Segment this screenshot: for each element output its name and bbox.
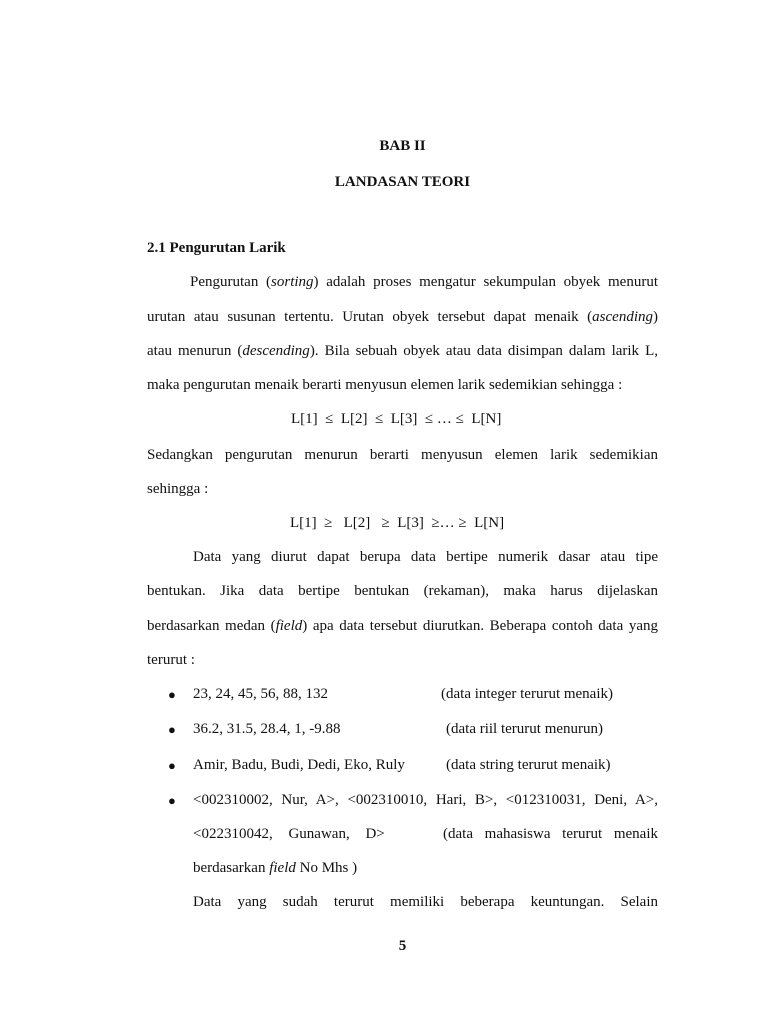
bullet-icon: ● bbox=[168, 687, 176, 702]
list-item-value: <002310002, Nur, A>, <002310010, Hari, B>, <012310031, Deni, A>, bbox=[193, 792, 658, 808]
paragraph-line: terurut : bbox=[147, 652, 195, 668]
bullet-icon: ● bbox=[168, 722, 176, 737]
chapter-number: BAB II bbox=[379, 138, 426, 154]
list-item-note: (data riil terurut menurun) bbox=[446, 721, 604, 737]
paragraph-line: Data yang diurut dapat berupa data bertipe numerik dasar atau tipe bbox=[193, 549, 658, 565]
list-item-value: <022310042, Gunawan, D> bbox=[193, 826, 385, 842]
paragraph-line: Data yang sudah terurut memiliki beberapa keuntungan. Selain bbox=[193, 894, 658, 910]
list-item-note: (data string terurut menaik) bbox=[446, 757, 611, 773]
paragraph-line: sehingga : bbox=[147, 481, 209, 497]
list-item-note: berdasarkan field No Mhs ) bbox=[193, 860, 358, 876]
list-item-value: 23, 24, 45, 56, 88, 132 bbox=[193, 686, 328, 702]
list-item-note: (data mahasiswa terurut menaik bbox=[443, 826, 658, 842]
paragraph-line: urutan atau susunan tertentu. Urutan obyek tersebut dapat menaik (ascending) bbox=[147, 309, 658, 325]
paragraph-line: maka pengurutan menaik berarti menyusun elemen larik sedemikian sehingga : bbox=[147, 377, 623, 393]
chapter-title: LANDASAN TEORI bbox=[334, 174, 471, 190]
page-number: 5 bbox=[398, 938, 407, 954]
paragraph-line: Pengurutan (sorting) adalah proses mengatur sekumpulan obyek menurut bbox=[190, 274, 658, 290]
paragraph-line: Sedangkan pengurutan menurun berarti menyusun elemen larik sedemikian bbox=[147, 447, 658, 463]
bullet-icon: ● bbox=[168, 758, 176, 773]
paragraph-line: atau menurun (descending). Bila sebuah obyek atau data disimpan dalam larik L, bbox=[147, 343, 658, 359]
section-heading: 2.1 Pengurutan Larik bbox=[147, 240, 286, 256]
paragraph-line: bentukan. Jika data bertipe bentukan (rekaman), maka harus dijelaskan bbox=[147, 583, 658, 599]
paragraph-line: berdasarkan medan (field) apa data tersebut diurutkan. Beberapa contoh data yang bbox=[147, 618, 658, 634]
formula-descending: L[1] ≥ L[2] ≥ L[3] ≥… ≥ L[N] bbox=[290, 515, 505, 531]
list-item-value: 36.2, 31.5, 28.4, 1, -9.88 bbox=[193, 721, 341, 737]
list-item-note: (data integer terurut menaik) bbox=[441, 686, 614, 702]
list-item-value: Amir, Badu, Budi, Dedi, Eko, Ruly bbox=[193, 757, 405, 773]
formula-ascending: L[1] ≤ L[2] ≤ L[3] ≤ … ≤ L[N] bbox=[291, 411, 502, 427]
bullet-icon: ● bbox=[168, 793, 176, 808]
